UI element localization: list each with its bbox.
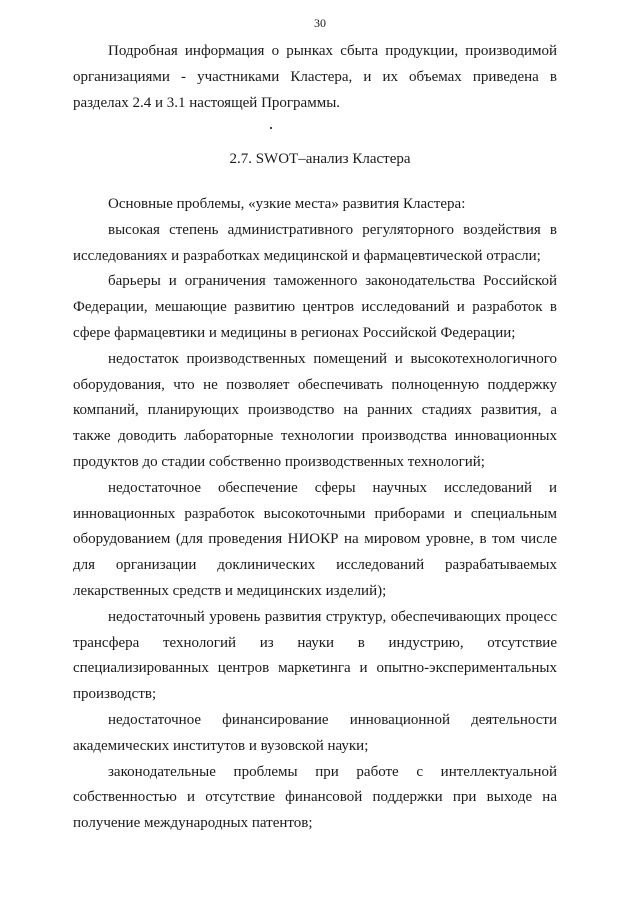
lead-paragraph: Основные проблемы, «узкие места» развития Кластера:: [108, 196, 466, 212]
scan-mark: [270, 127, 272, 129]
section-heading: 2.7. SWOT–анализ Кластера: [229, 151, 411, 167]
problem-item: высокая степень административного регуляторного воздействия в исследованиях и разработках медицинской и фармацевтической отрасли;: [73, 221, 557, 264]
problems-section: [73, 192, 557, 837]
page-number: 30: [314, 16, 326, 30]
problem-item: недостаточный уровень развития структур, обеспечивающих процесс трансфера технологий из науки в индустрию, отсутствие специализированных центров маркетинга и опытно-экспериментальных производств;: [73, 608, 557, 703]
intro-section: [73, 39, 557, 116]
problem-item: недостаточное финансирование инновационной деятельности академических институтов и вузовской науки;: [73, 711, 557, 754]
problem-item: недостаток производственных помещений и высокотехнологичного оборудования, что не позволяет обеспечивать полноценную поддержку компаний, планирующих производство на ранних стадиях развития, а также доводить лабораторные технологии производства инновационных продуктов до стадии собственно производственных технологий;: [73, 350, 557, 470]
problem-item: законодательные проблемы при работе с интеллектуальной собственностью и отсутствие финансовой поддержки при выходе на получение международных патентов;: [73, 763, 557, 832]
problem-item: недостаточное обеспечение сферы научных исследований и инновационных разработок высокоточными приборами и специальным оборудованием (для проведения НИОКР на мировом уровне, в том числе для организации доклинических исследований разрабатываемых лекарственных средств и медицинских изделий);: [73, 479, 557, 599]
intro-paragraph: Подробная информация о рынках сбыта продукции, производимой организациями - участниками Кластера, и их объемах приведена в разделах 2.4 и 3.1 настоящей Программы.: [73, 43, 557, 111]
problem-item: барьеры и ограничения таможенного законодательства Российской Федерации, мешающие развитию центров исследований и разработок в сфере фармацевтики и медицины в регионах Российской Федерации;: [73, 273, 557, 341]
